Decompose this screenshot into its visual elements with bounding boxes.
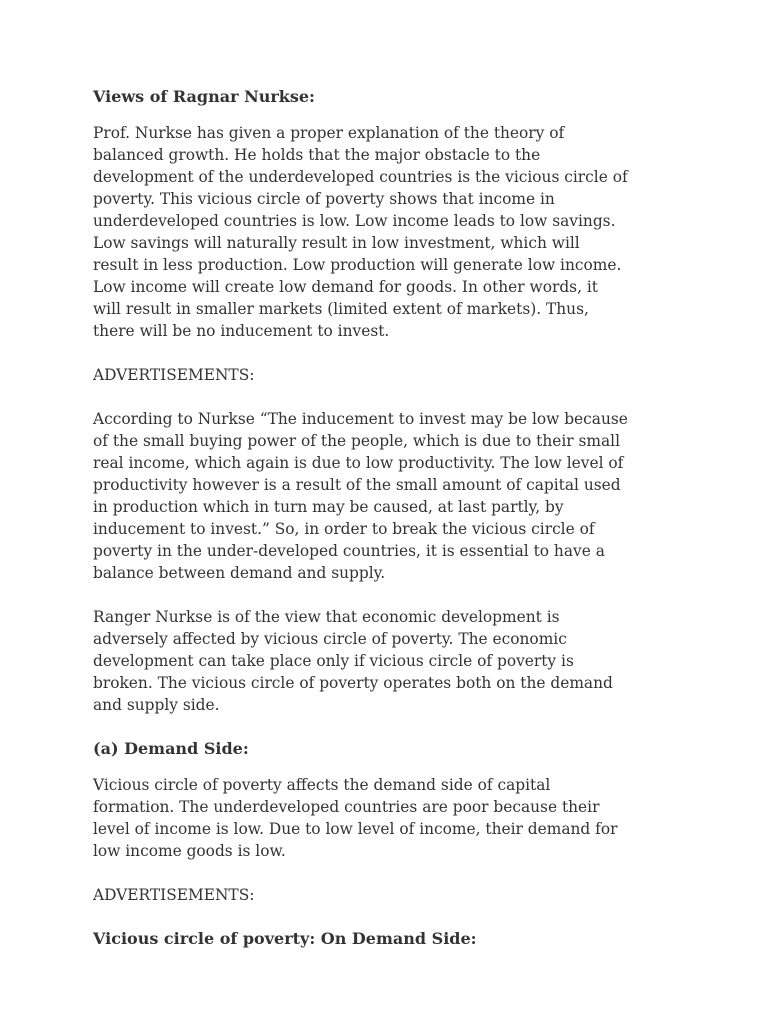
text-line: will result in smaller markets (limited extent of markets). Thus, bbox=[93, 300, 589, 318]
text-line: poverty. This vicious circle of poverty shows that income in bbox=[93, 190, 555, 208]
text-line: there will be no inducement to invest. bbox=[93, 322, 390, 340]
text-line: poverty in the under-developed countries, it is essential to have a bbox=[93, 542, 605, 560]
paragraph-demand-side bbox=[93, 774, 683, 862]
paragraph-nurkse-explanation bbox=[93, 122, 683, 342]
text-line: real income, which again is due to low productivity. The low level of bbox=[93, 454, 624, 472]
text-line: broken. The vicious circle of poverty operates both on the demand bbox=[93, 674, 613, 692]
text-line: balance between demand and supply. bbox=[93, 564, 386, 582]
text-line: underdeveloped countries is low. Low income leads to low savings. bbox=[93, 212, 616, 230]
text-line: Ranger Nurkse is of the view that economic development is bbox=[93, 608, 560, 626]
advertisements-label: ADVERTISEMENTS: bbox=[93, 886, 255, 904]
text-line: development of the underdeveloped countries is the vicious circle of bbox=[93, 168, 628, 186]
paragraph-nurkse-view bbox=[93, 606, 683, 716]
text-line: adversely affected by vicious circle of poverty. The economic bbox=[93, 630, 567, 648]
text-line: Vicious circle of poverty affects the demand side of capital bbox=[93, 776, 551, 794]
text-line: Low income will create low demand for goods. In other words, it bbox=[93, 278, 598, 296]
document-body bbox=[93, 86, 683, 964]
heading-demand-side: (a) Demand Side: bbox=[93, 739, 249, 758]
text-line: Prof. Nurkse has given a proper explanation of the theory of bbox=[93, 124, 565, 142]
text-line: low income goods is low. bbox=[93, 842, 286, 860]
text-line: According to Nurkse “The inducement to invest may be low because bbox=[93, 410, 628, 428]
text-line: development can take place only if vicious circle of poverty is bbox=[93, 652, 574, 670]
text-line: of the small buying power of the people, which is due to their small bbox=[93, 432, 621, 450]
text-line: level of income is low. Due to low level of income, their demand for bbox=[93, 820, 618, 838]
text-line: formation. The underdeveloped countries are poor because their bbox=[93, 798, 600, 816]
text-line: and supply side. bbox=[93, 696, 220, 714]
heading-views-of-ragnar-nurkse: Views of Ragnar Nurkse: bbox=[93, 87, 315, 106]
paragraph-nurkse-quote bbox=[93, 408, 683, 584]
text-line: in production which in turn may be caused, at last partly, by bbox=[93, 498, 564, 516]
heading-vicious-circle-demand-side: Vicious circle of poverty: On Demand Side: bbox=[93, 929, 477, 948]
text-line: inducement to invest.” So, in order to break the vicious circle of bbox=[93, 520, 595, 538]
text-line: balanced growth. He holds that the major obstacle to the bbox=[93, 146, 541, 164]
advertisements-label: ADVERTISEMENTS: bbox=[93, 366, 255, 384]
text-line: Low savings will naturally result in low investment, which will bbox=[93, 234, 580, 252]
text-line: productivity however is a result of the small amount of capital used bbox=[93, 476, 621, 494]
text-line: result in less production. Low production will generate low income. bbox=[93, 256, 622, 274]
